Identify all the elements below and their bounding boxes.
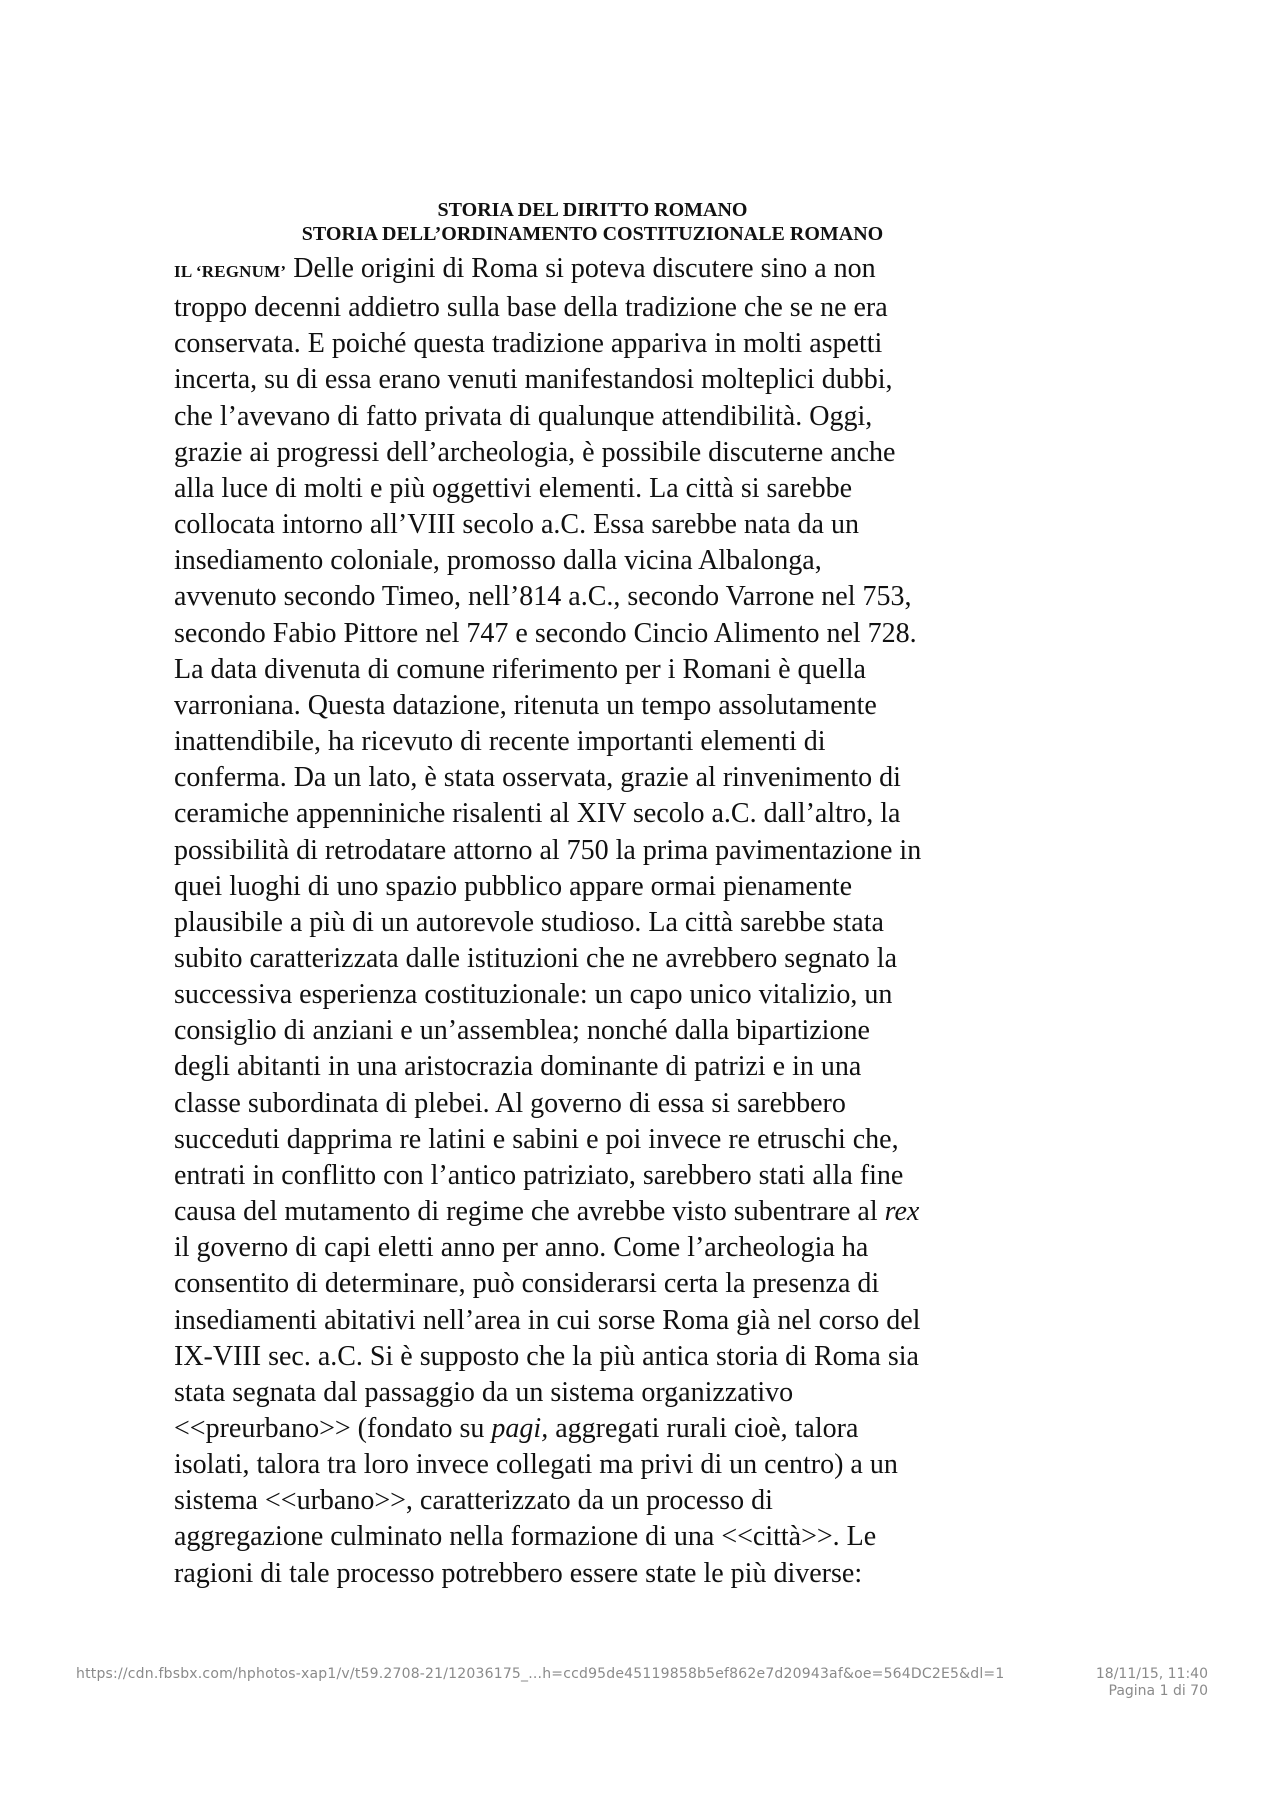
- text-line: stata segnata dal passaggio da un sistema organizzativo: [174, 1376, 794, 1408]
- text-line: classe subordinata di plebei. Al governo di essa si sarebbero: [174, 1087, 846, 1119]
- text-line: ragioni di tale processo potrebbero essere state le più diverse:: [174, 1557, 863, 1589]
- subtitle: STORIA DELL’ORDINAMENTO COSTITUZIONALE ROMANO: [301, 223, 884, 245]
- text-line: il governo di capi eletti anno per anno. Come l’archeologia ha: [174, 1232, 869, 1264]
- text-line: consiglio di anziani e un’assemblea; nonché dalla bipartizione: [174, 1015, 870, 1047]
- text-line: possibilità di retrodatare attorno al 750 la prima pavimentazione in: [174, 834, 922, 866]
- text-line: secondo Fabio Pittore nel 747 e secondo Cincio Alimento nel 728.: [174, 617, 917, 649]
- text-line: successiva esperienza costituzionale: un capo unico vitalizio, un: [174, 979, 893, 1011]
- text-line: consentito di determinare, può considerarsi certa la presenza di: [174, 1268, 880, 1300]
- text-line: inattendibile, ha ricevuto di recente importanti elementi di: [174, 726, 826, 758]
- source-url: https://cdn.fbsbx.com/hphotos-xap1/v/t59.2708-21/12036175_...h=ccd95de45119858b5ef862e7d20943af&oe=564DC2E5&dl=1: [76, 1666, 1005, 1682]
- page-number: Pagina 1 di 70: [1108, 1683, 1208, 1699]
- text-line: grazie ai progressi dell’archeologia, è possibile discuterne anche: [174, 436, 896, 468]
- print-datetime: 18/11/15, 11:40: [1095, 1666, 1208, 1682]
- text-line: plausibile a più di un autorevole studioso. La città sarebbe stata: [174, 906, 884, 938]
- text-line: degli abitanti in una aristocrazia dominante di patrizi e in una: [174, 1051, 862, 1083]
- footer-meta: [1096, 1666, 1208, 1700]
- document-titles: [0, 198, 1185, 246]
- text-line: che l’avevano di fatto privata di qualunque attendibilità. Oggi,: [174, 400, 873, 432]
- text-line: causa del mutamento di regime che avrebbe visto subentrare al rex: [174, 1196, 920, 1228]
- text-line: insediamento coloniale, promosso dalla vicina Albalonga,: [174, 545, 822, 577]
- text-line: succeduti dapprima re latini e sabini e poi invece re etruschi che,: [174, 1123, 899, 1155]
- text-line: avvenuto secondo Timeo, nell’814 a.C., secondo Varrone nel 753,: [174, 581, 912, 613]
- text-line: alla luce di molti e più oggettivi elementi. La città si sarebbe: [174, 472, 853, 504]
- body-text: [174, 251, 1014, 1592]
- text-line: conservata. E poiché questa tradizione appariva in molti aspetti: [174, 328, 883, 360]
- text-line: subito caratterizzata dalle istituzioni che ne avrebbero segnato la: [174, 942, 898, 974]
- text-line: <<preurbano>> (fondato su pagi, aggregati rurali cioè, talora: [174, 1413, 859, 1444]
- text-line: incerta, su di essa erano venuti manifestandosi molteplici dubbi,: [174, 364, 893, 396]
- text-line: isolati, talora tra loro invece collegati ma privi di un centro) a un: [174, 1449, 898, 1481]
- text-line: sistema <<urbano>>, caratterizzato da un processo di: [174, 1485, 773, 1517]
- text-line: ceramiche appenniniche risalenti al XIV secolo a.C. dall’altro, la: [174, 798, 901, 830]
- text-line: entrati in conflitto con l’antico patriziato, sarebbero stati alla fine: [174, 1159, 904, 1191]
- italic-rex: rex: [884, 1196, 920, 1228]
- text-line: IL ‘REGNUM’ Delle origini di Roma si poteva discutere sino a non: [174, 253, 876, 284]
- section-heading: IL ‘REGNUM’: [174, 262, 287, 281]
- text-line: La data divenuta di comune riferimento per i Romani è quella: [174, 653, 866, 685]
- text-line: varroniana. Questa datazione, ritenuta un tempo assolutamente: [174, 689, 877, 721]
- text-line: conferma. Da un lato, è stata osservata, grazie al rinvenimento di: [174, 762, 901, 794]
- text-line: aggregazione culminato nella formazione di una <<città>>. Le: [174, 1521, 877, 1553]
- italic-pagi: pagi,: [491, 1413, 549, 1444]
- text-line: quei luoghi di uno spazio pubblico appare ormai pienamente: [174, 870, 853, 902]
- text-line: insediamenti abitativi nell’area in cui sorse Roma già nel corso del: [174, 1304, 921, 1336]
- text-line: IX-VIII sec. a.C. Si è supposto che la più antica storia di Roma sia: [174, 1340, 919, 1372]
- main-title: STORIA DEL DIRITTO ROMANO: [437, 199, 748, 221]
- text-line: troppo decenni addietro sulla base della tradizione che se ne era: [174, 292, 888, 324]
- text-line: collocata intorno all’VIII secolo a.C. Essa sarebbe nata da un: [174, 509, 859, 541]
